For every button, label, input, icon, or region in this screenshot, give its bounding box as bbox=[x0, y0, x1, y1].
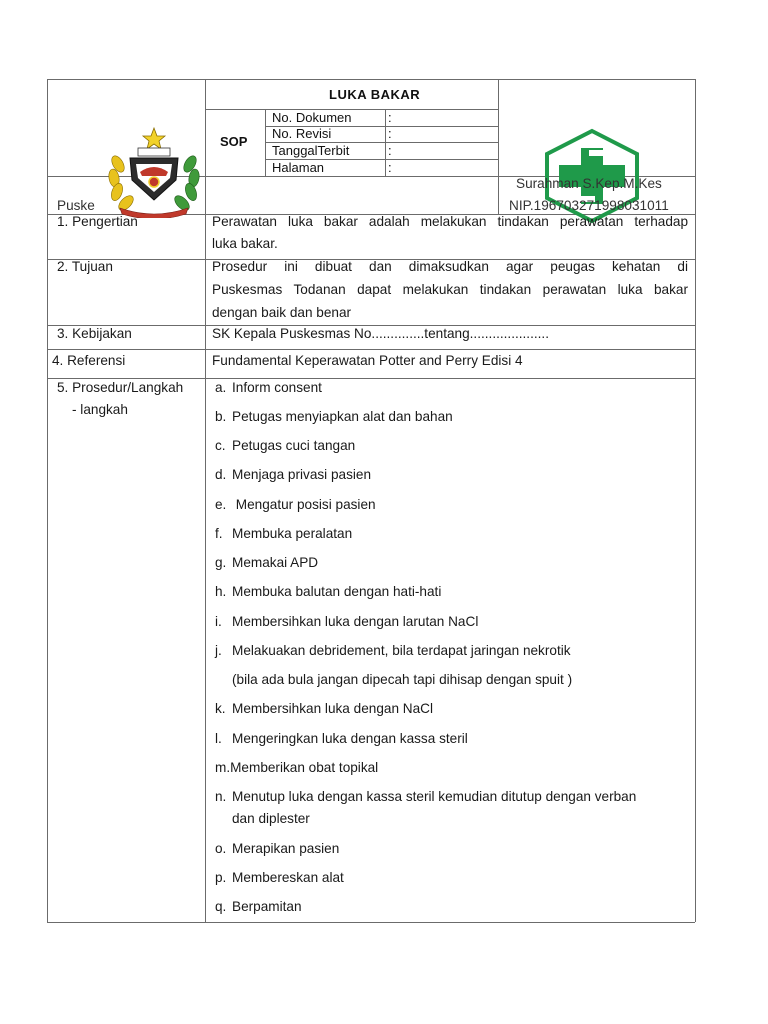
step-f: f. Membuka peralatan bbox=[215, 526, 353, 541]
pengertian-line-2: luka bakar. bbox=[212, 236, 278, 251]
table-left-border bbox=[47, 79, 48, 922]
header-top-border bbox=[47, 79, 695, 80]
tujuan-line-3: dengan baik dan benar bbox=[212, 305, 352, 320]
step-c: c. Petugas cuci tangan bbox=[215, 438, 356, 453]
pengertian-line-1: Perawatan luka bakar adalah melakukan tindakan perawatan terhadap bbox=[212, 214, 688, 229]
field-value-halaman: : bbox=[388, 160, 392, 175]
step-d: d. Menjaga privasi pasien bbox=[215, 467, 372, 482]
signer-name: Surahman S.Kep.M.Kes bbox=[516, 176, 662, 191]
label-prosedur: 5. Prosedur/Langkah bbox=[57, 380, 184, 395]
table-bottom-border bbox=[47, 922, 695, 923]
tujuan-line-2: Puskesmas Todanan dapat melakukan tindakan perawatan luka bakar bbox=[212, 282, 688, 297]
step-j: j. Melakuakan debridement, bila terdapat jaringan nekrotik bbox=[215, 643, 571, 658]
header-right-divider bbox=[498, 79, 499, 214]
referensi-text: Fundamental Keperawatan Potter and Perry Edisi 4 bbox=[212, 353, 523, 368]
label-referensi: 4. Referensi bbox=[52, 353, 126, 368]
step-e: e. Mengatur posisi pasien bbox=[215, 497, 376, 512]
regional-government-emblem-icon bbox=[104, 124, 204, 218]
table-right-border bbox=[695, 79, 696, 922]
step-o: o. Merapikan pasien bbox=[215, 841, 340, 856]
field-value-tanggal-terbit: : bbox=[388, 143, 392, 158]
step-i: i. Membersihkan luka dengan larutan NaCl bbox=[215, 614, 479, 629]
document-title: LUKA BAKAR bbox=[329, 87, 421, 102]
title-divider bbox=[205, 109, 498, 110]
step-n: n. Menutup luka dengan kassa steril kemudian ditutup dengan verban bbox=[215, 789, 637, 804]
field-label-no-dokumen: No. Dokumen bbox=[272, 110, 352, 125]
step-p: p. Membereskan alat bbox=[215, 870, 344, 885]
field-label-no-revisi: No. Revisi bbox=[272, 126, 332, 141]
step-m: m.Memberikan obat topikal bbox=[215, 760, 379, 775]
step-q: q. Berpamitan bbox=[215, 899, 302, 914]
field-label-tanggal-terbit: TanggalTerbit bbox=[272, 143, 350, 158]
tujuan-line-1: Prosedur ini dibuat dan dimaksudkan agar peugas kehatan di bbox=[212, 259, 688, 274]
label-tujuan: 2. Tujuan bbox=[57, 259, 113, 274]
step-b: b. Petugas menyiapkan alat dan bahan bbox=[215, 409, 453, 424]
step-j-note: (bila ada bula jangan dipecah tapi dihisap dengan spuit ) bbox=[232, 672, 573, 687]
kebijakan-text: SK Kepala Puskesmas No..............tentang..................... bbox=[212, 326, 549, 341]
puskesmas-label: Puske bbox=[57, 198, 95, 213]
field-value-no-revisi: : bbox=[388, 126, 392, 141]
signer-nip: NIP.196703271998031011 bbox=[509, 198, 669, 213]
label-column-divider bbox=[205, 79, 206, 922]
sop-label: SOP bbox=[220, 134, 248, 149]
step-g: g. Memakai APD bbox=[215, 555, 319, 570]
field-value-no-dokumen: : bbox=[388, 110, 392, 125]
step-k: k. Membersihkan luka dengan NaCl bbox=[215, 701, 433, 716]
label-prosedur-cont: - langkah bbox=[72, 402, 128, 417]
field-label-halaman: Halaman bbox=[272, 160, 325, 175]
step-h: h. Membuka balutan dengan hati-hati bbox=[215, 584, 442, 599]
label-kebijakan: 3. Kebijakan bbox=[57, 326, 132, 341]
step-l: l. Mengeringkan luka dengan kassa steril bbox=[215, 731, 468, 746]
step-a: a. Inform consent bbox=[215, 380, 322, 395]
label-pengertian: 1. Pengertian bbox=[57, 214, 138, 229]
step-n-cont: dan diplester bbox=[232, 811, 310, 826]
